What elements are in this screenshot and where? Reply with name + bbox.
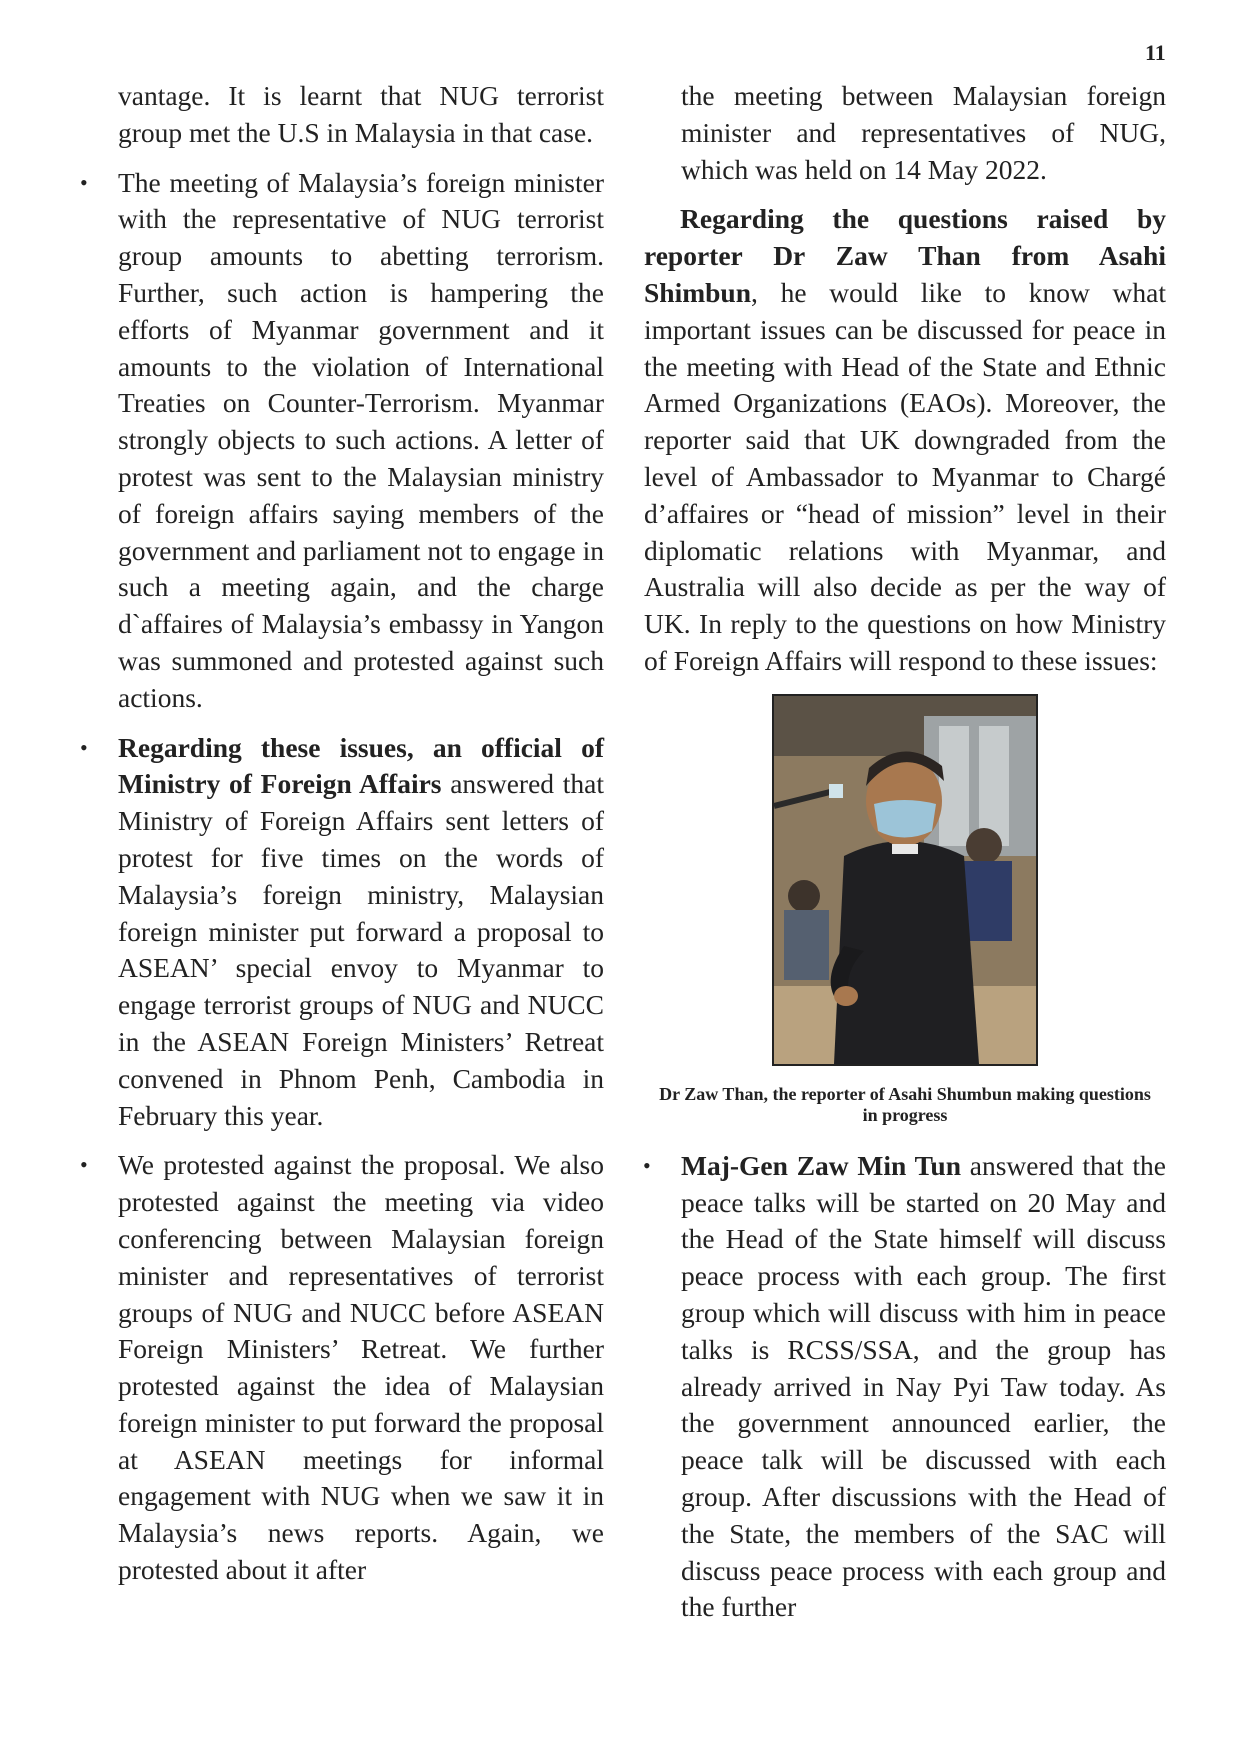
question-paragraph <box>644 201 1166 679</box>
list-item <box>118 165 604 717</box>
reporter-photo-illustration <box>774 696 1036 1064</box>
list-item <box>118 730 604 1135</box>
paragraph-continuation-left: vantage. It is learnt that NUG terrorist group met the U.S in Malaysia in that case. <box>118 80 604 148</box>
reporter-photo <box>772 694 1038 1066</box>
bullet-text: The meeting of Malaysia’s foreign minister with the representative of NUG terrorist group amounts to abetting terrorism. Further, such action is hampering the efforts of Myanmar government and it amounts to the violation of International Treaties on Counter-Terrorism. Myanmar strongly objects to such actions. A letter of protest was sent to the Malaysian ministry of foreign affairs saying members of the government and parliament not to engage in such a meeting again, and the charge d`affaires of Malaysia’s embassy in Yangon was summoned and protested against such actions. <box>118 166 604 713</box>
left-bullet-list <box>118 165 604 1589</box>
bullet-text: answered that the peace talks will be started on 20 May and the Head of the State himself will discuss peace process with each group. The first group which will discuss with him in peace talks is RCSS/SSA, and the group has already arrived in Nay Pyi Taw today. As the government announced earlier, the peace talk will be discussed with each group. After discussions with the Head of the State, the members of the SAC will discuss peace process with each group and the further <box>681 1149 1166 1623</box>
right-bullet-list <box>644 1148 1166 1626</box>
bullet-text: answered that Ministry of Foreign Affairs sent letters of protest for five times on the words of Malaysia’s foreign ministry, Malaysian foreign minister put forward a proposal to ASEAN’ special envoy to Myanmar to engage terrorist groups of NUG and NUCC in the ASEAN Foreign Ministers’ Retreat convened in Phnom Penh, Cambodia in February this year. <box>118 768 604 1131</box>
right-column <box>644 78 1166 1626</box>
paragraph-continuation-right: the meeting between Malaysian foreign minister and representatives of NUG, which was held on 14 May 2022. <box>681 80 1166 185</box>
page-number: 11 <box>1145 40 1166 65</box>
photo-caption: Dr Zaw Than, the reporter of Asahi Shumbun making questions in progress <box>659 1083 1151 1125</box>
list-item <box>681 1148 1166 1626</box>
left-column <box>118 78 604 1589</box>
bullet-bold-lead: Regarding these issues, an official of Ministry of Foreign Affairs <box>118 731 604 800</box>
bullet-text: We protested against the proposal. We also protested against the meeting via video conferencing between Malaysian foreign minister and representatives of terrorist groups of NUG and NUCC before ASEAN Foreign Ministers’ Retreat. We further protested against the idea of Malaysian foreign minister to put forward the proposal at ASEAN meetings for informal engagement with NUG when we saw it in Malaysia’s news reports. Again, we protested about it after <box>118 1149 604 1586</box>
bullet-bold-lead: Maj-Gen Zaw Min Tun <box>681 1149 961 1181</box>
question-bold-lead: Regarding the questions raised by reporter Dr Zaw Than from Asahi Shimbun <box>644 203 1166 308</box>
question-text: , he would like to know what important issues can be discussed for peace in the meeting with Head of the State and Ethnic Armed Organizations (EAOs). Moreover, the reporter said that UK downgraded from the level of Ambassador to Myanmar to Chargé d’affaires or “head of mission” level in their diplomatic relations with Myanmar, and Australia will also decide as per the way of UK. In reply to the questions on how Ministry of Foreign Affairs will respond to these issues: <box>644 276 1166 676</box>
list-item <box>118 1147 604 1589</box>
